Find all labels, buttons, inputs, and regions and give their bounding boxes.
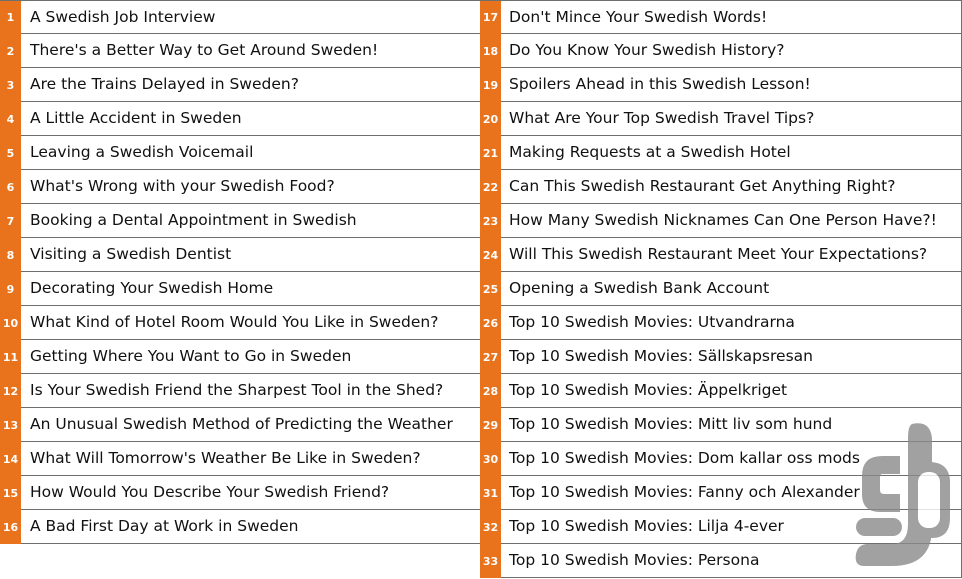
lesson-title: Do You Know Your Swedish History? (509, 41, 785, 59)
store-logo-icon (852, 416, 952, 571)
lesson-row[interactable] (0, 102, 481, 136)
lesson-title: Leaving a Swedish Voicemail (30, 143, 254, 161)
lesson-title: Don't Mince Your Swedish Words! (509, 8, 768, 26)
lesson-number: 22 (480, 170, 501, 204)
lesson-title: Top 10 Swedish Movies: Äppelkriget (509, 381, 788, 399)
lesson-title: Is Your Swedish Friend the Sharpest Tool in the Shed? (30, 381, 444, 399)
lesson-row[interactable] (0, 68, 481, 102)
lesson-number: 21 (480, 136, 501, 170)
lesson-title: What's Wrong with your Swedish Food? (30, 177, 335, 195)
lesson-row[interactable] (0, 136, 481, 170)
lesson-number: 1 (0, 1, 21, 34)
lesson-row[interactable] (0, 272, 481, 306)
lesson-number: 7 (0, 204, 21, 238)
lesson-number: 28 (480, 374, 501, 408)
lesson-title: Can This Swedish Restaurant Get Anything Right? (509, 177, 896, 195)
lesson-title: A Bad First Day at Work in Sweden (30, 517, 299, 535)
lesson-title: Booking a Dental Appointment in Swedish (30, 211, 357, 229)
lesson-number: 24 (480, 238, 501, 272)
lesson-number: 4 (0, 102, 21, 136)
lesson-row[interactable] (0, 442, 481, 476)
lesson-title: How Many Swedish Nicknames Can One Person Have?! (509, 211, 937, 229)
lesson-title: What Kind of Hotel Room Would You Like in Sweden? (30, 313, 439, 331)
lesson-title: How Would You Describe Your Swedish Friend? (30, 483, 390, 501)
lesson-number: 14 (0, 442, 21, 476)
lesson-row[interactable] (480, 170, 962, 204)
lesson-number: 32 (480, 510, 501, 544)
lesson-title: What Will Tomorrow's Weather Be Like in Sweden? (30, 449, 421, 467)
lesson-row[interactable] (0, 204, 481, 238)
lesson-title: Opening a Swedish Bank Account (509, 279, 770, 297)
lesson-row[interactable] (480, 374, 962, 408)
lesson-row[interactable] (480, 34, 962, 68)
lesson-number: 13 (0, 408, 21, 442)
lesson-title: There's a Better Way to Get Around Sweden! (30, 41, 379, 59)
lesson-row[interactable] (0, 306, 481, 340)
lesson-number: 29 (480, 408, 501, 442)
lesson-title: Spoilers Ahead in this Swedish Lesson! (509, 75, 811, 93)
lesson-row[interactable] (0, 510, 481, 544)
lesson-row[interactable] (480, 68, 962, 102)
lesson-number: 31 (480, 476, 501, 510)
lesson-row[interactable] (480, 102, 962, 136)
lesson-title: Top 10 Swedish Movies: Utvandrarna (509, 313, 795, 331)
lesson-row[interactable] (0, 374, 481, 408)
lesson-row[interactable] (480, 204, 962, 238)
lesson-title: Decorating Your Swedish Home (30, 279, 274, 297)
lesson-number: 9 (0, 272, 21, 306)
lesson-list-left (0, 0, 481, 544)
lesson-title: A Little Accident in Sweden (30, 109, 242, 127)
lesson-title: What Are Your Top Swedish Travel Tips? (509, 109, 815, 127)
lesson-row[interactable] (0, 476, 481, 510)
lesson-number: 10 (0, 306, 21, 340)
lesson-row[interactable] (0, 34, 481, 68)
lesson-number: 8 (0, 238, 21, 272)
lesson-row[interactable] (0, 408, 481, 442)
lesson-number: 20 (480, 102, 501, 136)
lesson-title: Are the Trains Delayed in Sweden? (30, 75, 299, 93)
lesson-title: Top 10 Swedish Movies: Fanny och Alexander (509, 483, 860, 501)
lesson-title: Top 10 Swedish Movies: Dom kallar oss mods (509, 449, 860, 467)
lesson-title: An Unusual Swedish Method of Predicting the Weather (30, 415, 453, 433)
lesson-title: Will This Swedish Restaurant Meet Your Expectations? (509, 245, 928, 263)
lesson-number: 27 (480, 340, 501, 374)
lesson-number: 33 (480, 544, 501, 578)
lesson-row[interactable] (480, 0, 962, 34)
lesson-number: 12 (0, 374, 21, 408)
lesson-title: Making Requests at a Swedish Hotel (509, 143, 791, 161)
lesson-number: 30 (480, 442, 501, 476)
lesson-number: 6 (0, 170, 21, 204)
lesson-number: 3 (0, 68, 21, 102)
lesson-row[interactable] (480, 340, 962, 374)
lesson-row[interactable] (0, 340, 481, 374)
lesson-number: 19 (480, 68, 501, 102)
lesson-row[interactable] (480, 136, 962, 170)
lesson-row[interactable] (480, 238, 962, 272)
lesson-number: 5 (0, 136, 21, 170)
lesson-number: 17 (480, 1, 501, 34)
lesson-number: 26 (480, 306, 501, 340)
lesson-number: 11 (0, 340, 21, 374)
lesson-title: Getting Where You Want to Go in Sweden (30, 347, 352, 365)
lesson-number: 15 (0, 476, 21, 510)
lesson-title: Top 10 Swedish Movies: Lilja 4-ever (509, 517, 784, 535)
lesson-title: Top 10 Swedish Movies: Sällskapsresan (509, 347, 813, 365)
lesson-row[interactable] (480, 306, 962, 340)
lesson-number: 18 (480, 34, 501, 68)
lesson-title: Top 10 Swedish Movies: Persona (509, 551, 760, 569)
lesson-title: Visiting a Swedish Dentist (30, 245, 232, 263)
lesson-number: 2 (0, 34, 21, 68)
lesson-number: 16 (0, 510, 21, 544)
lesson-row[interactable] (0, 0, 481, 34)
lesson-row[interactable] (480, 272, 962, 306)
lesson-title: Top 10 Swedish Movies: Mitt liv som hund (509, 415, 833, 433)
lesson-row[interactable] (0, 170, 481, 204)
lesson-row[interactable] (0, 238, 481, 272)
lesson-title: A Swedish Job Interview (30, 8, 216, 26)
lesson-number: 25 (480, 272, 501, 306)
lesson-number: 23 (480, 204, 501, 238)
